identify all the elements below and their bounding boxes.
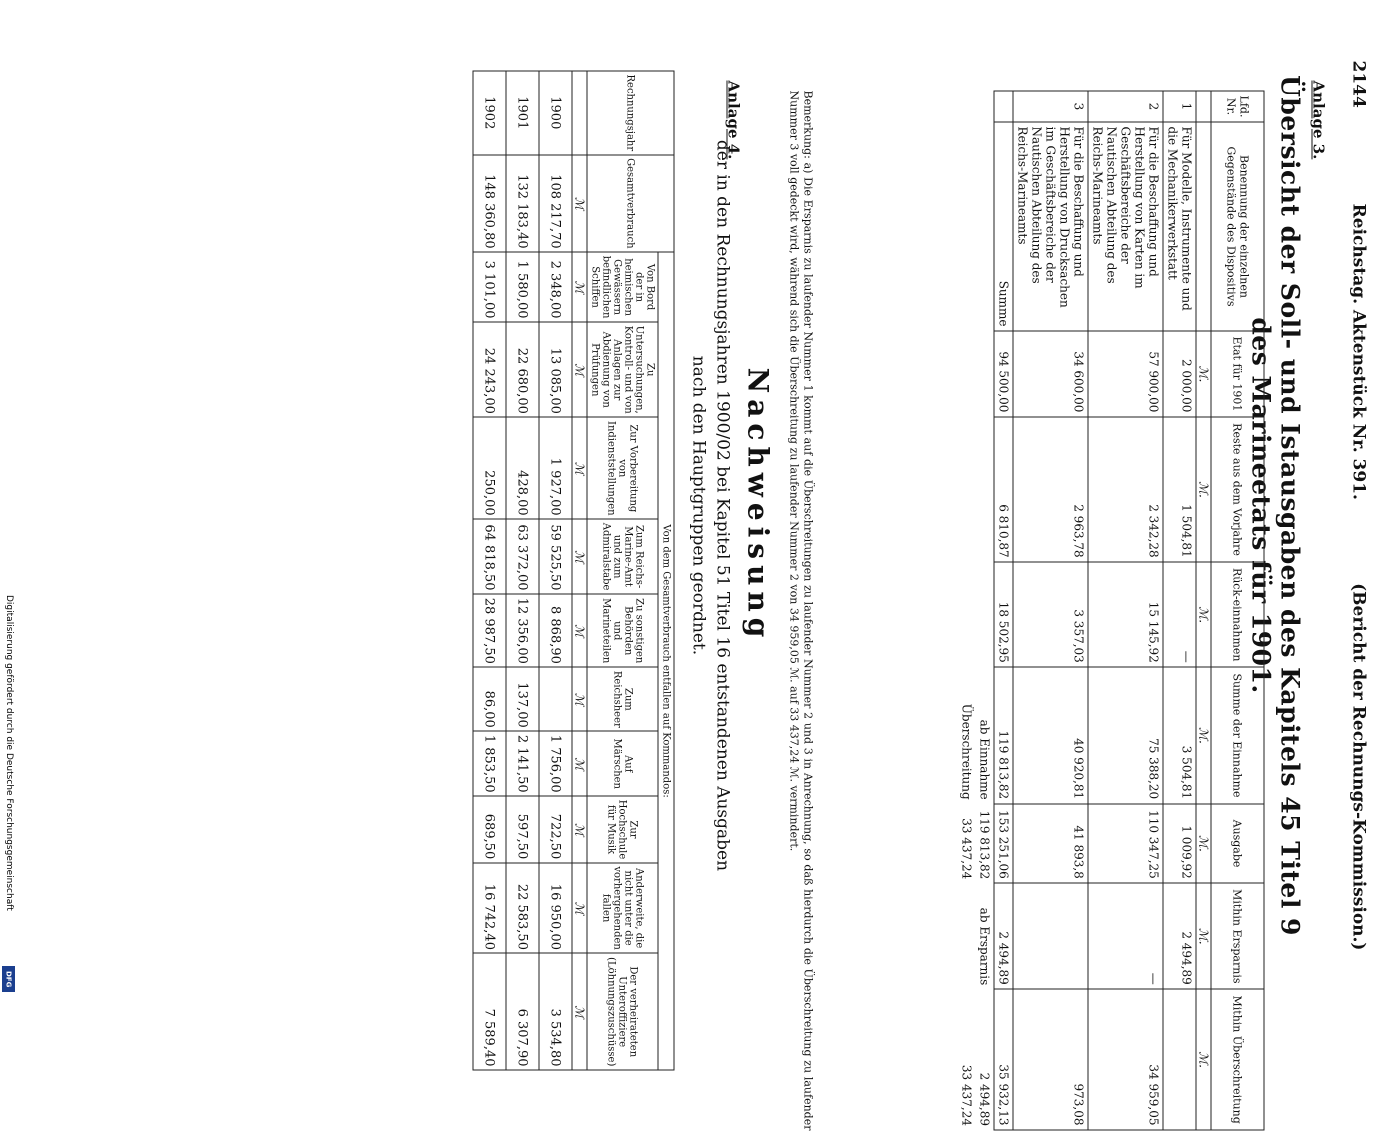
col-header: Zum Reichsheer — [587, 667, 658, 731]
unit-label: ℳ. — [1196, 417, 1211, 562]
unit-label: ℳ. — [1196, 667, 1211, 803]
col-ueberschreitung: Mithin Überschreitung — [1211, 989, 1264, 1130]
sum-ersparnis: 2 494,89 — [994, 883, 1013, 989]
sum-ausgabe: 153 251,06 — [994, 804, 1013, 884]
cell-ueberschreitung — [1163, 989, 1196, 1130]
cell-reste: 1 504,81 — [1163, 417, 1196, 562]
cell-ersparnis: — — [1088, 883, 1163, 989]
col-ersparnis: Mithin Ersparnis — [1211, 883, 1264, 989]
cell-value: 132 183,40 — [506, 155, 539, 252]
col-header: Der verheirateten Unteroffiziere (Löhnungszuschüsse) — [587, 953, 658, 1070]
page-header — [1345, 61, 1373, 951]
cell-value: 22 583,50 — [506, 863, 539, 954]
ueberschreitung-label: Überschreitung — [959, 703, 974, 800]
table-row — [1013, 91, 1088, 1130]
cell-summe: 40 920,81 — [1013, 667, 1088, 803]
anlage-4-subtitle: der in den Rechnungsjahren 1900/02 bei Kapitel 51 Titel 16 entstandenen Ausgaben nach den Hauptgruppen geordnet. — [688, 139, 733, 872]
cell-value: 2 141,50 — [506, 731, 539, 796]
unit-label: ℳ — [572, 953, 587, 1070]
row-description: Für die Beschaffung und Herstellung von Drucksachen im Geschäftsbereiche der Nautischen Abteilung des Reichs-Marineamts — [1013, 122, 1088, 331]
cell-ueberschreitung: 34 959,05 — [1088, 989, 1163, 1130]
table-row — [473, 71, 506, 1070]
col-etat: Etat für 1901 — [1211, 331, 1264, 417]
row-nr: 3 — [1013, 91, 1088, 122]
cell-value: 6 307,90 — [506, 953, 539, 1070]
cell-etat: 2 000,00 — [1163, 331, 1196, 417]
anlage-4-table — [473, 71, 675, 1071]
col-ausgabe: Ausgabe — [1211, 804, 1264, 884]
cell-value: 148 360,80 — [473, 155, 506, 252]
cell-value: 689,50 — [473, 796, 506, 863]
cell-ueberschreitung: 973,08 — [1013, 989, 1088, 1130]
col-gesamtverbrauch: Gesamtverbrauch — [587, 155, 674, 252]
cell-summe: 75 388,20 — [1088, 667, 1163, 803]
unit-label: ℳ — [572, 731, 587, 796]
anlage-3-table — [958, 91, 1265, 1131]
cell-value: 16 742,40 — [473, 863, 506, 954]
page-number: 2144 — [1348, 60, 1369, 108]
unit-label: ℳ — [572, 322, 587, 417]
unit-label: ℳ — [572, 594, 587, 667]
sum-row — [994, 91, 1013, 1130]
cell-value: 3 534,80 — [539, 953, 572, 1070]
cell-rueck: — — [1163, 562, 1196, 667]
cell-rueck: 15 145,92 — [1088, 562, 1163, 667]
cell-value: 137,00 — [506, 667, 539, 731]
cell-value: 13 085,00 — [539, 322, 572, 417]
cell-ausgabe: 1 009,92 — [1163, 804, 1196, 884]
ueberschreitung-row — [958, 91, 976, 1130]
cell-reste: 2 342,28 — [1088, 417, 1163, 562]
table-row — [539, 71, 572, 1070]
anlage-4-title: Nachweisung — [741, 367, 775, 644]
col-header: Von Bord der in heimischen Gewässern befindlichen Schiffen — [587, 252, 658, 322]
ueberschreitung-value-1: 33 437,24 — [959, 818, 974, 880]
col-header: Zu Untersuchungen, Kontroll- und von Anlagen zur Abdienung von Prüfungen — [587, 322, 658, 417]
cell-value: 3 101,00 — [473, 252, 506, 322]
cell-value: 86,00 — [473, 667, 506, 731]
cell-value: 64 818,50 — [473, 519, 506, 594]
col-header: Anderweite, die nicht unter die vorhergehenden fallen — [587, 863, 658, 954]
sum-etat: 94 500,00 — [994, 331, 1013, 417]
sum-reste: 6 810,87 — [994, 417, 1013, 562]
cell-value: 428,00 — [506, 417, 539, 519]
row-nr: 1 — [1163, 91, 1196, 122]
cell-value: 7 589,40 — [473, 953, 506, 1070]
col-rechnungsjahr: Rechnungsjahr — [587, 71, 674, 155]
cell-etat: 57 900,00 — [1088, 331, 1163, 417]
cell-value: 597,50 — [506, 796, 539, 863]
cell-ersparnis: 2 494,89 — [1163, 883, 1196, 989]
footer-text: Digitalisierung gefördert durch die Deutsche Forschungsgemeinschaft — [4, 595, 14, 911]
cell-value: 12 356,00 — [506, 594, 539, 667]
anlage-3-title: Übersicht der Soll- und Istausgaben des Kapitels 45 Titel 9 des Marineetats für 1901. — [1246, 75, 1305, 936]
sum-rueck: 18 502,95 — [994, 562, 1013, 667]
table-row — [1088, 91, 1163, 1130]
col-header: Zum Reichs-Marine-Amt und zum Admiralstabe — [587, 519, 658, 594]
cell-value: 22 680,00 — [506, 322, 539, 417]
ab-ersparnis-label: ab Ersparnis — [977, 907, 992, 986]
unit-label: ℳ. — [1196, 989, 1211, 1130]
unit-label: ℳ — [572, 519, 587, 594]
table-row — [1163, 91, 1196, 1130]
ab-einnahme-value: 119 813,82 — [977, 810, 992, 880]
row-nr: 2 — [1088, 91, 1163, 122]
header-right: (Bericht der Rechnungs-Kommission.) — [1348, 583, 1369, 951]
cell-value: 108 217,70 — [539, 155, 572, 252]
cell-ersparnis — [1013, 883, 1088, 989]
col-lfd-nr: Lfd. Nr. — [1211, 91, 1264, 122]
ueberschreitung-value-2: 33 437,24 — [959, 1064, 974, 1126]
col-header: Zu sonstigen Behörden und Marineteilen — [587, 594, 658, 667]
unit-label: ℳ — [572, 155, 587, 252]
sum-label: Summe — [994, 122, 1013, 331]
row-year: 1901 — [506, 71, 539, 155]
cell-rueck: 3 357,03 — [1013, 562, 1088, 667]
table-row — [506, 71, 539, 1070]
col-rueckeinnahmen: Rück-einnahmen — [1211, 562, 1264, 667]
col-header: Zur Hochschule für Musik — [587, 796, 658, 863]
cell-summe: 3 504,81 — [1163, 667, 1196, 803]
cell-value: 28 987,50 — [473, 594, 506, 667]
col-header: Auf Märschen — [587, 731, 658, 796]
sum-ueberschreitung: 35 932,13 — [994, 989, 1013, 1130]
cell-value: 1 756,00 — [539, 731, 572, 796]
cell-value: 2 348,00 — [539, 252, 572, 322]
cell-value: 250,00 — [473, 417, 506, 519]
unit-label: ℳ — [572, 667, 587, 731]
unit-label: ℳ. — [1196, 804, 1211, 884]
cell-etat: 34 600,00 — [1013, 331, 1088, 417]
cell-value — [539, 667, 572, 731]
dfg-logo: DFG — [2, 966, 15, 992]
unit-label: ℳ — [572, 252, 587, 322]
cell-value: 1 853,50 — [473, 731, 506, 796]
unit-label: ℳ. — [1196, 331, 1211, 417]
digitization-footer — [2, 595, 16, 995]
bemerkung-note: Bemerkung: a) Die Ersparnis zu laufender Nummer 1 kommt auf die Überschreitungen zu laufender Nummer 2 und 3 in Anrechnung, so daß hierdurch die Überschreitung zu laufender Nummer 3 voll gedeckt wird, während sich die Überschreitung zu laufender Nummer 2 von 34 959,05 ℳ. auf 33 437,24 ℳ. vermindert. — [787, 90, 815, 1131]
header-center: Reichstag. Aktenstück Nr. 391. — [1348, 203, 1369, 500]
cell-value: 1 927,00 — [539, 417, 572, 519]
unit-label: ℳ — [572, 417, 587, 519]
ab-row — [976, 91, 995, 1130]
row-description: Für die Beschaffung und Herstellung von Karten im Geschäftsbereiche der Nautischen Abteilung des Reichs-Marineamts — [1088, 122, 1163, 331]
cell-value: 59 525,50 — [539, 519, 572, 594]
row-year: 1900 — [539, 71, 572, 155]
row-year: 1902 — [473, 71, 506, 155]
sum-summe: 119 813,82 — [994, 667, 1013, 803]
cell-ausgabe: 41 893,8 — [1013, 804, 1088, 884]
unit-label: ℳ — [572, 863, 587, 954]
unit-label: ℳ — [572, 796, 587, 863]
group-header: Von dem Gesamtverbrauch entfallen auf Kommandos: — [658, 252, 674, 1070]
col-header: Zur Vorbereitung von Indienststellungen — [587, 417, 658, 519]
cell-value: 1 580,00 — [506, 252, 539, 322]
rotated-page-content — [0, 1, 1383, 1131]
row-description: Für Modelle, Instrumente und die Mechanikerwerkstatt — [1163, 122, 1196, 331]
ab-einnahme-label: ab Einnahme — [977, 719, 992, 800]
anlage-3-label: Anlage 3. — [1309, 80, 1328, 160]
unit-label: ℳ. — [1196, 883, 1211, 989]
cell-value: 722,50 — [539, 796, 572, 863]
cell-ausgabe: 110 347,25 — [1088, 804, 1163, 884]
cell-value: 24 243,00 — [473, 322, 506, 417]
col-benennung: Benennung der einzelnen Gegenstände des Dispositivs — [1211, 122, 1264, 331]
cell-value: 63 372,00 — [506, 519, 539, 594]
cell-value: 8 868,90 — [539, 594, 572, 667]
col-summe-einnahme: Summe der Einnahme — [1211, 667, 1264, 803]
ab-ersparnis-value: 2 494,89 — [977, 1072, 992, 1126]
cell-value: 16 950,00 — [539, 863, 572, 954]
unit-label: ℳ. — [1196, 562, 1211, 667]
cell-reste: 2 963,78 — [1013, 417, 1088, 562]
anlage-4-label: Anlage 4. — [724, 80, 743, 160]
col-reste: Reste aus dem Vorjahre — [1211, 417, 1264, 562]
